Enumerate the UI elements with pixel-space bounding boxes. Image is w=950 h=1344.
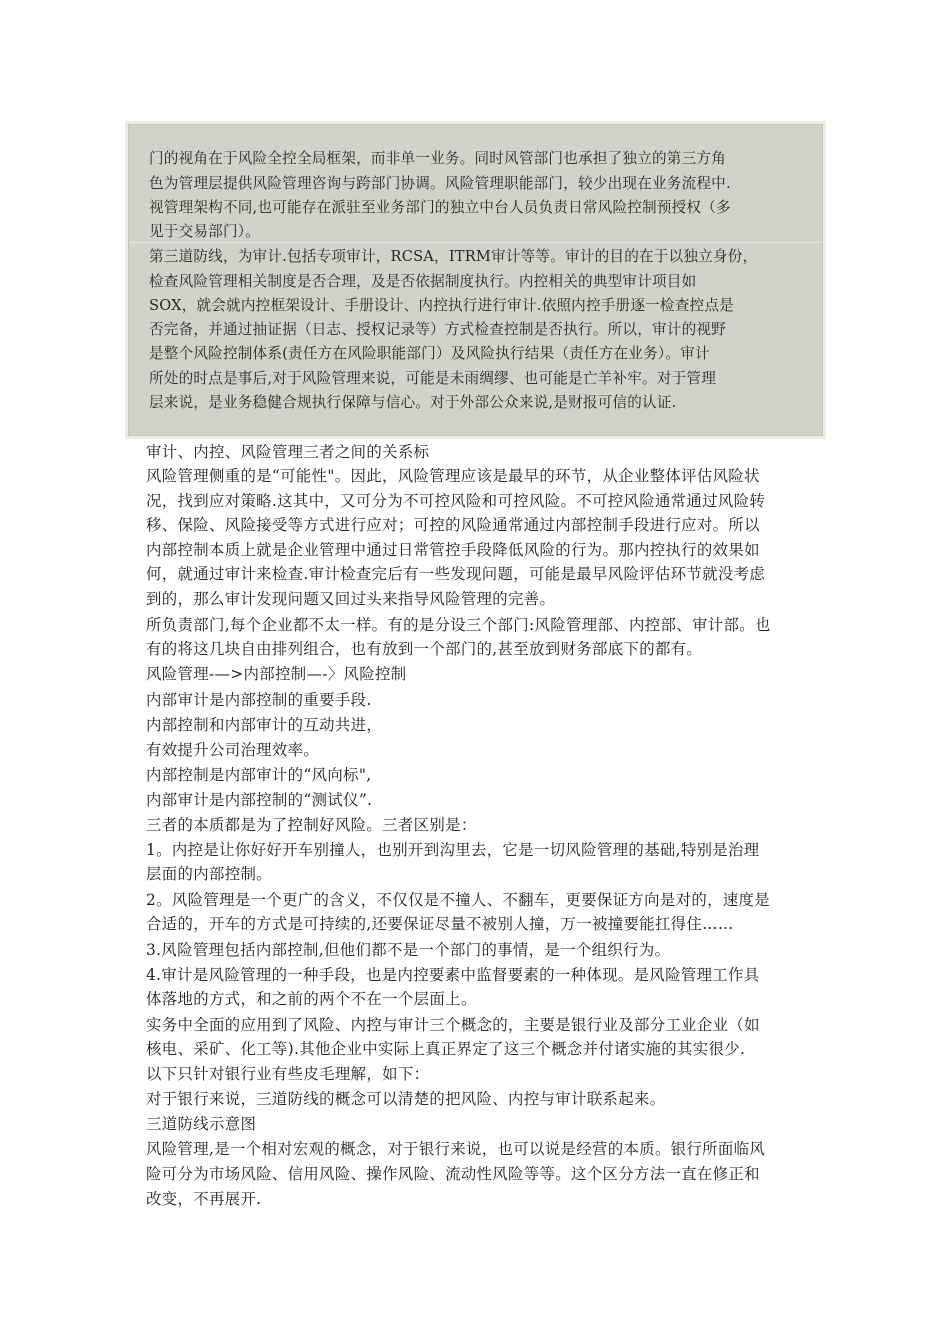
- excerpt-line: 见于交易部门）。: [149, 223, 261, 240]
- text-line: 内部审计是内部控制的“测试仪”.: [146, 791, 373, 809]
- text-line: 1。内控是让你好好开车别撞人，也别开到沟里去，它是一切风险管理的基础,特别是治理: [146, 841, 760, 859]
- excerpt-line: 门的视角在于风险全控全局框架，而非单一业务。同时风管部门也承担了独立的第三方角: [149, 150, 726, 167]
- excerpt-line: 色为管理层提供风险管理咨询与跨部门协调。风险管理职能部门，较少出现在业务流程中.: [149, 175, 731, 192]
- text-line: 内部控制是内部审计的“风向标",: [146, 766, 372, 784]
- text-line: 有的将这几块自由排列组合，也有放到一个部门的,甚至放到财务部底下的都有。: [146, 640, 703, 658]
- text-line: 风险管理侧重的是“可能性"。因此，风险管理应该是最早的环节，从企业整体评估风险状: [146, 467, 760, 485]
- text-line: 所负责部门,每个企业都不太一样。有的是分设三个部门:风险管理部、内控部、审计部。也: [146, 616, 771, 634]
- text-line: 风险管理-—>内部控制—-〉风险控制: [146, 665, 407, 683]
- text-line: 合适的，开车的方式是可持续的,还要保证尽量不被别人撞，万一被撞要能扛得住……: [146, 915, 734, 933]
- text-line: 移、保险、风险接受等方式进行应对；可控的风险通常通过内部控制手段进行应对。所以: [146, 516, 760, 534]
- excerpt-line: 视管理架构不同,也可能存在派驻至业务部门的独立中台人员负责日常风险控制预授权（多: [149, 199, 731, 216]
- text-line: 到的，那么审计发现问题又回过头来指导风险管理的完善。: [146, 590, 556, 608]
- excerpt-line: 第三道防线，为审计.包括专项审计，RCSA，ITRM审计等等。审计的目的在于以独立身份，: [149, 248, 758, 265]
- text-line: 核电、采矿、化工等).其他企业中实际上真正界定了这三个概念并付诸实施的其实很少.: [146, 1040, 746, 1058]
- text-line: 层面的内部控制。: [146, 865, 272, 883]
- text-line: 实务中全面的应用到了风险、内控与审计三个概念的，主要是银行业及部分工业企业（如: [146, 1016, 760, 1034]
- section-heading: 审计、内控、风险管理三者之间的关系标: [146, 443, 430, 461]
- text-line: 内部控制和内部审计的互动共进，: [146, 716, 383, 734]
- text-line: 有效提升公司治理效率。: [146, 741, 320, 759]
- text-line: 况，找到应对策略.这其中，又可分为不可控风险和可控风险。不可控风险通常通过风险转: [146, 492, 766, 510]
- excerpt-divider: [129, 242, 822, 243]
- text-line: 改变，不再展开.: [146, 1190, 262, 1208]
- excerpt-line: 否完备，并通过抽证据（日志、授权记录等）方式检查控制是否执行。所以，审计的视野: [149, 321, 726, 338]
- text-line: 3.风险管理包括内部控制,但他们都不是一个部门的事情，是一个组织行为。: [146, 941, 671, 959]
- text-line: 风险管理,是一个相对宏观的概念，对于银行来说，也可以说是经营的本质。银行所面临风: [146, 1140, 766, 1158]
- excerpt-line: 所处的时点是事后,对于风险管理来说，可能是未雨绸缪、也可能是亡羊补牢。对于管理: [149, 370, 717, 387]
- text-line: 以下只针对银行业有些皮毛理解，如下：: [146, 1065, 430, 1083]
- text-line: 体落地的方式，和之前的两个不在一个层面上。: [146, 990, 477, 1008]
- text-line: 4.审计是风险管理的一种手段，也是内控要素中监督要素的一种体现。是风险管理工作具: [146, 966, 760, 984]
- excerpt-line: 检查风险管理相关制度是否合理，及是否依据制度执行。内控相关的典型审计项目如: [149, 273, 697, 290]
- text-line: 2。风险管理是一个更广的含义，不仅仅是不撞人、不翻车，更要保证方向是对的，速度是: [146, 891, 771, 909]
- excerpt-line: 层来说，是业务稳健合规执行保障与信心。对于外部公众来说,是财报可信的认证.: [149, 394, 677, 411]
- text-line: 三者的本质都是为了控制好风险。三者区别是：: [146, 816, 477, 834]
- quoted-excerpt-box: [128, 124, 823, 436]
- subheading: 三道防线示意图: [146, 1115, 257, 1133]
- excerpt-line: SOX，就会就内控框架设计、手册设计、内控执行进行审计.依照内控手册逐一检查控点是: [149, 297, 734, 314]
- text-line: 内部控制本质上就是企业管理中通过日常管控手段降低风险的行为。那内控执行的效果如: [146, 541, 760, 559]
- text-line: 对于银行来说，三道防线的概念可以清楚的把风险、内控与审计联系起来。: [146, 1090, 666, 1108]
- excerpt-line: 是整个风险控制体系(责任方在风险职能部门）及风险执行结果（责任方在业务）。审计: [149, 345, 710, 362]
- text-line: 内部审计是内部控制的重要手段.: [146, 691, 372, 709]
- text-line: 何，就通过审计来检查.审计检查完后有一些发现问题，可能是最早风险评估环节就没考虑: [146, 565, 766, 583]
- text-line: 险可分为市场风险、信用风险、操作风险、流动性风险等等。这个区分方法一直在修正和: [146, 1165, 760, 1183]
